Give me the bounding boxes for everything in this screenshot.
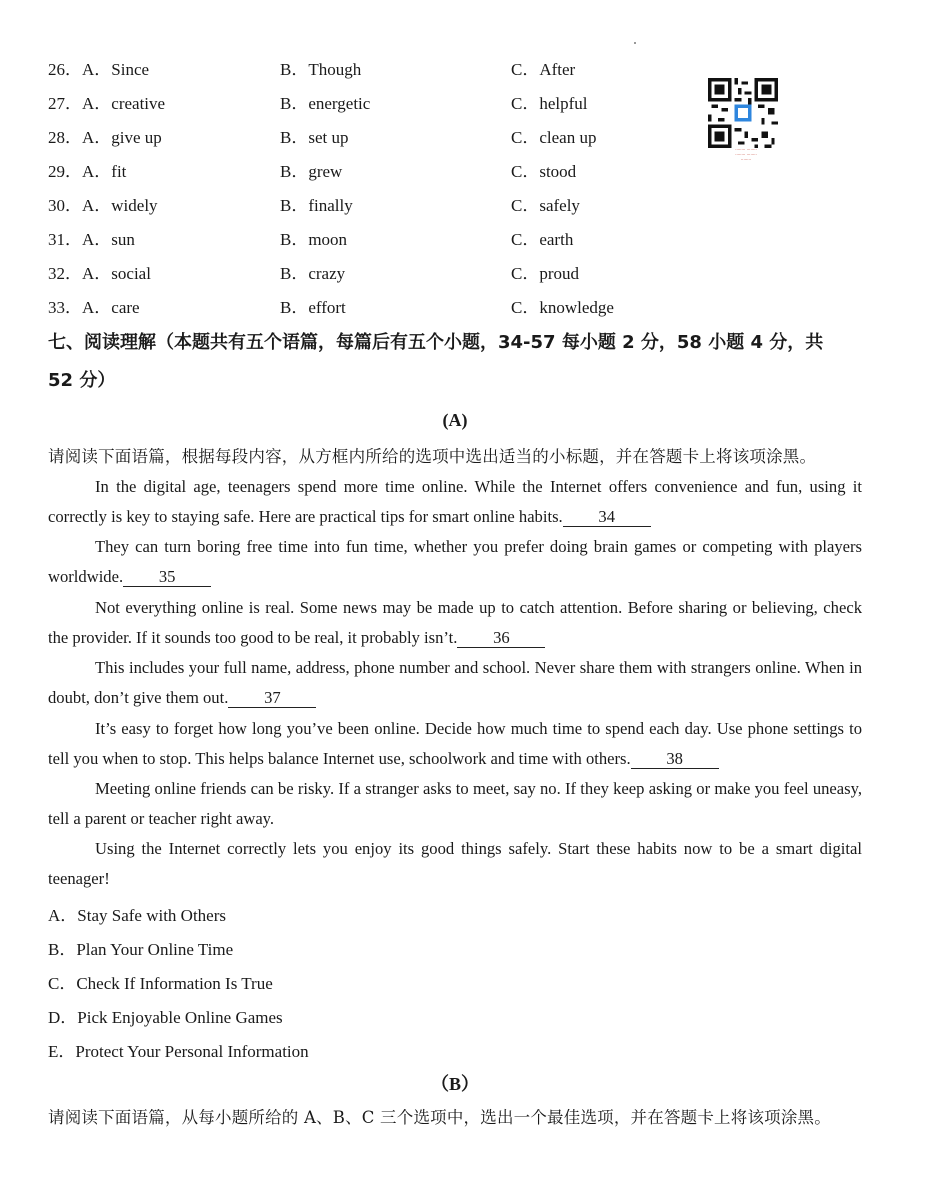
- passage-paragraph: Not everything online is real. Some news may be made up to catch attention. Before sharing or believing, check the provider. If it sounds too good to be real, it probably isn’t. 36: [48, 598, 862, 648]
- option-b: B．crazy: [280, 264, 346, 283]
- passage-paragraph: Meeting online friends can be risky. If a stranger asks to meet, say no. If they keep asking or make you feel uneasy, tell a parent or teacher right away.: [48, 779, 862, 829]
- option-c: C．clean up: [511, 128, 597, 147]
- option-c: C．earth: [511, 230, 574, 249]
- option-c: C．helpful: [511, 94, 588, 113]
- option-a: 33．A．care: [48, 298, 140, 317]
- option-c: C．safely: [511, 196, 580, 215]
- heading-option: E．Protect Your Personal Information: [48, 1042, 309, 1061]
- option-a: 28．A．give up: [48, 128, 162, 147]
- passage-a-label: (A): [442, 410, 468, 430]
- heading-option: B．Plan Your Online Time: [48, 940, 234, 959]
- passage-b-instruction: 请阅读下面语篇，从每小题所给的 A、B、C 三个选项中，选出一个最佳选项，并在答题卡上将该项涂黑。: [48, 1108, 831, 1127]
- heading-option: D．Pick Enjoyable Online Games: [48, 1008, 283, 1027]
- passage-paragraph: It’s easy to forget how long you’ve been online. Decide how much time to spend each day. Use phone settings to tell you when to stop. This helps balance Internet use, schoolwork and time with others. 38: [48, 719, 862, 769]
- option-a: 31．A．sun: [48, 230, 135, 249]
- option-b: B．effort: [280, 298, 346, 317]
- option-a: 29．A．fit: [48, 162, 127, 181]
- option-b: B．grew: [280, 162, 343, 181]
- qr-code-icon: [708, 78, 778, 148]
- passage-paragraph: They can turn boring free time into fun time, whether you prefer doing brain games or competing with players worldwide. 35: [48, 537, 862, 587]
- heading-option: A．Stay Safe with Others: [48, 906, 227, 925]
- section-title-line1: 七、阅读理解（本题共有五个语篇，每篇后有五个小题，34-57 每小题 2 分，58 小题 4 分，共: [48, 332, 824, 353]
- answer-blank: 35: [123, 568, 211, 587]
- option-a: 30．A．widely: [48, 196, 158, 215]
- section-title-line2: 52 分）: [48, 370, 116, 391]
- option-b: B．finally: [280, 196, 353, 215]
- answer-blank: 34: [563, 508, 651, 527]
- passage-paragraph: In the digital age, teenagers spend more time online. While the Internet offers convenience and fun, using it correctly is key to staying safe. Here are practical tips for smart online habits. 34: [48, 477, 862, 527]
- option-b: B．moon: [280, 230, 348, 249]
- option-c: C．knowledge: [511, 298, 614, 317]
- section-title: [48, 324, 878, 400]
- option-b: B．set up: [280, 128, 349, 147]
- answer-blank: 37: [228, 689, 316, 708]
- qr-caption: ········ ········ ········ ········ ········: [735, 147, 757, 162]
- option-b: B．Though: [280, 60, 362, 79]
- option-c: C．proud: [511, 264, 579, 283]
- option-c: C．stood: [511, 162, 577, 181]
- heading-option: C．Check If Information Is True: [48, 974, 273, 993]
- option-a: 27．A．creative: [48, 94, 166, 113]
- passage-paragraph: Using the Internet correctly lets you enjoy its good things safely. Start these habits now to be a smart digital teenager!: [48, 839, 862, 889]
- option-a: 32．A．social: [48, 264, 151, 283]
- option-a: 26．A．Since: [48, 60, 150, 79]
- passage-paragraph: This includes your full name, address, phone number and school. Never share them with strangers online. When in doubt, don’t give them out. 37: [48, 658, 862, 708]
- page-mark: [634, 42, 636, 44]
- option-c: C．After: [511, 60, 576, 79]
- passage-b-label: （B）: [430, 1074, 479, 1094]
- answer-blank: 36: [457, 629, 545, 648]
- passage-a-instruction: 请阅读下面语篇，根据每段内容，从方框内所给的选项中选出适当的小标题，并在答题卡上将该项涂黑。: [48, 447, 817, 466]
- answer-blank: 38: [631, 750, 719, 769]
- option-b: B．energetic: [280, 94, 371, 113]
